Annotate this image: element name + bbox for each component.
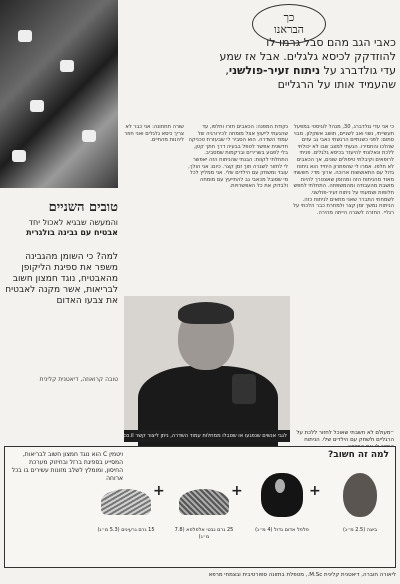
promo-title: טובים השניים <box>48 200 118 215</box>
promo-signature: טובה קרואוזה, דיאטנית קלינית <box>39 376 118 383</box>
info-box-title: למה זה חשוב? <box>327 450 389 460</box>
portrait-photo <box>124 296 290 432</box>
contact-banner: לגבי אנשים שנפגעו או שסבלו ממחלות עמוד השדרה, ניתן ליצור קשר heldi@laisha.co.il <box>124 430 290 442</box>
portrait-hair <box>178 302 234 324</box>
stamp-line-1: כך <box>283 11 295 24</box>
pepper-icon <box>257 469 307 521</box>
cheese-cube <box>30 100 44 112</box>
article-column-middle: נקודת המפנה: הכאבים חזרו וחלפו, עד שהגעתי לייעוץ אצל מומחה לכירורגיה של עמוד השדרה. הוא הסביר לי שבעזרת טכניקה חדשנית אפשר לטפל בבעיה דרך חתך קטן, בלי לפגוע בשרירים וברקמות שמסביב. התחלתי לקוות: הבנתי שהניתוח הזה יאפשר לי לחזור לשגרה תוך זמן קצר. כיום: אני הולך, עובד ומשחק עם הילדים שלי. אני ממליץ לכל מי שסובל מכאבי גב להתייעץ עם מומחה ולבדוק את כל האפשרויות. <box>188 124 288 190</box>
promo-subtitle-pre: והמעשה שבגיא לאכול יחד <box>28 218 118 227</box>
plus-icon: + <box>309 483 321 499</box>
egg-icon <box>335 469 385 521</box>
cheese-cube <box>12 150 26 162</box>
headline-line-1: כאבי הגב מהם סבל גרמו לו <box>266 36 396 49</box>
footer-credit: ליאורה חוברה, דיאטנית קלינית M.Sc., מטפלת בתזונה ספורטיבית ובצמחי מרפא <box>208 572 396 578</box>
item-caption: ביצה (2.5 מ״ג) <box>343 527 377 533</box>
item-caption: 15 גרם גרעינים (5.3 מ״ג) <box>97 527 155 533</box>
microphone-icon <box>232 374 256 404</box>
headline-line-2: להוזדקק לכיסא גלגלים. אבל אז שמע <box>219 50 396 63</box>
article-column-right: כי אני עדי גולדברג, 30, מנהל לוגיסטי במפעל תעשייתי, נשוי ואב לשניים, תושב אשקלון. מבוי סתום: לפני כשנתיים הרגשתי כאבי גב עזים שהלכו והחמירו. הגעתי למצב שבו לא יכולתי ללכת ונאלצתי להיעזר בכיסא גלגלים. פניתי לרופאים וקיבלתי טיפולים שונים, אך הכאבים לא חלפו. אמרו לי שהפתרון היחיד הוא ניתוח גדול עם התאוששות ארוכה. ארוך מדי: חששתי מאוד מהניתוח הזה ומהזמן שאצטרך להיות מושבת מהעבודה ומהמשפחה. התחלתי לחפש חלופות ושמעתי על ניתוח זעיר-פולשני. לשמחתי התברר שאני מתאים לניתוח כזה. הניתוח נמשך זמן קצר ולמחרת כבר הלכתי על רגליי. החזרה לשגרה הייתה מהירה. <box>293 124 394 216</box>
promo-subtitle <box>4 218 118 238</box>
cheese-cube <box>18 30 32 42</box>
article-column-left: שורה תחתונה: אני כבר לא צריך כיסא גלגלים ואני חוזר ליהנות מהחיים. <box>124 124 184 144</box>
plus-icon: + <box>231 483 243 499</box>
headline-line-3-bold: ניתוח זעיר-פולשני <box>228 64 321 77</box>
headline-line-3-pre: עדי גולדברג על <box>320 64 396 77</box>
pull-quote: ״מעולם לא חשבתי שאוכל לחזור ללכת על הרגליים ולשחק עם הילדים שלי. הניתוח <box>296 430 394 443</box>
info-box-note: ויטמין C הוא נוגד חמצון חשוב לבריאות, המסייע בספיגת ברזל ובחיזוק מערכת החיסון, ומומלץ לשלב מזונות עשירים בו בכל ארוחה <box>11 451 123 482</box>
headline-line-3 <box>124 64 396 78</box>
headline-line-3-post: , <box>225 64 229 77</box>
cheese-cube <box>60 60 74 72</box>
food-photo <box>0 0 118 188</box>
item-caption: 25 גרם נבטי אלפלפא (7.8 מ״ג) <box>174 527 234 540</box>
article-headline <box>124 36 396 92</box>
item-caption: פלפל אדום גדול (4 מ״ג) <box>255 527 309 533</box>
promo-body: למה? כי השומן מהגבינה משפר את ספיגת הליקופן מהאבטיח, נוגד חמצון חשוב לבריאות, אשר מקנה לאבטיח את צבעו האדום <box>5 252 118 306</box>
plus-icon: + <box>153 483 165 499</box>
promo-subtitle-bold: אבטיח עם גבינה בולגרית <box>26 228 118 237</box>
headline-line-4: שהעמיד אותו על הרגליים <box>277 78 396 91</box>
sprouts-icon <box>179 469 229 521</box>
seeds-icon <box>101 469 151 521</box>
cheese-cube <box>82 130 96 142</box>
stamp-line-2: הבראנו <box>273 23 305 36</box>
info-box <box>4 446 396 568</box>
